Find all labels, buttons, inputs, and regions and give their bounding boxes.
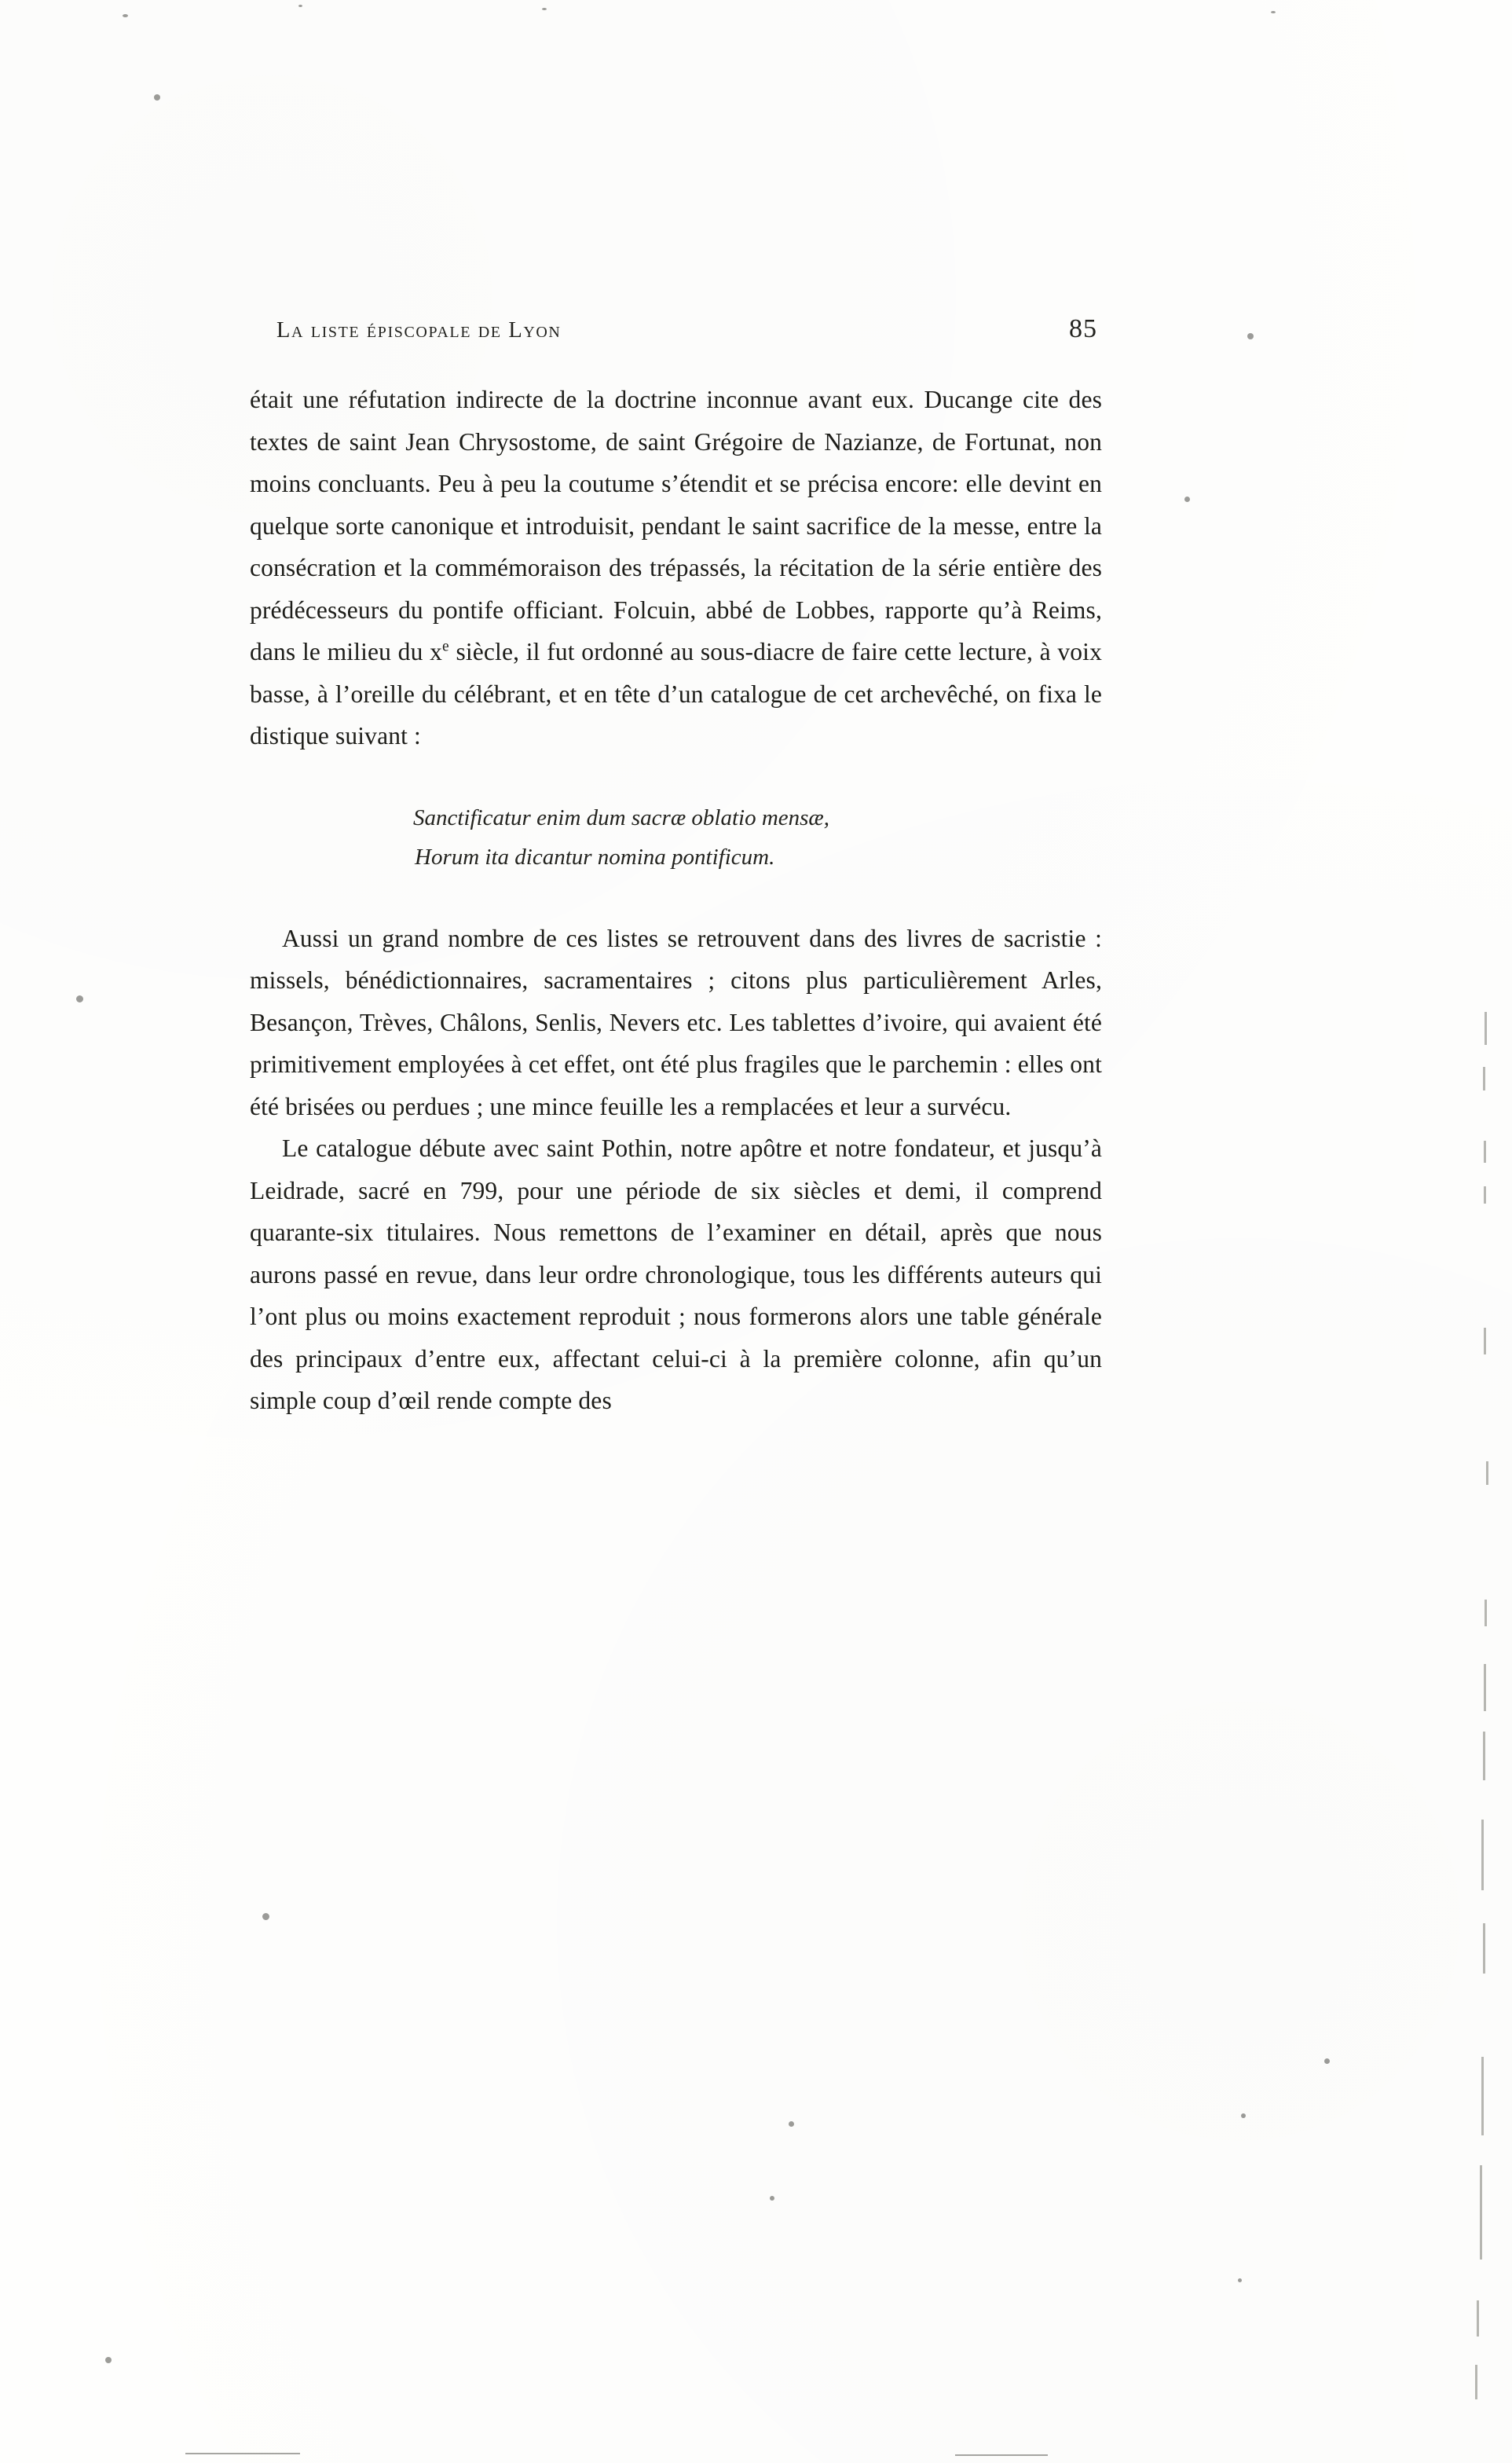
scan-speck [1271, 11, 1276, 13]
scan-speck [770, 2196, 774, 2201]
latin-verse-quotation [250, 798, 1102, 877]
scan-speck [542, 8, 547, 10]
edge-scan-mark [1483, 1923, 1485, 1974]
scan-speck [1238, 2278, 1242, 2282]
verse-line-2: Horum ita dicantur nomina pontificum. [415, 844, 775, 870]
bottom-edge-rule [185, 2453, 300, 2454]
scan-speck [123, 14, 128, 17]
scan-speck [105, 2357, 112, 2363]
edge-scan-mark [1480, 2165, 1482, 2260]
paragraph-aussi: Aussi un grand nombre de ces listes se retrouvent dans des livres de sacristie : missels, bénédictionnaires, sacramentaires ; citons plus particulièrement Arles, Besançon, Trèves, Châlons, Senlis, Nevers etc. Les tablettes d’ivoire, qui avaient été primitivement employées à cet effet, ont été plus fragiles que le parchemin : elles ont été brisées ou perdues ; une mince feuille les a remplacées et leur a survécu. [250, 924, 1102, 1120]
edge-scan-mark [1483, 1732, 1485, 1780]
scan-speck [262, 1913, 269, 1920]
verse-line-1: Sanctificatur enim dum sacræ oblatio mensæ, [413, 805, 830, 830]
bottom-edge-rule [955, 2454, 1048, 2456]
edge-scan-mark [1481, 1820, 1484, 1890]
edge-scan-mark [1485, 1600, 1487, 1626]
paragraph-continued [250, 379, 1102, 757]
paragraph-continued-tail: siècle, il fut ordonné au sous-diacre de faire cette lecture, à voix basse, à l’oreille du célébrant, et en tête d’un catalogue de cet archevêché, on fixa le distique suivant : [250, 638, 1102, 750]
scan-speck [1241, 2113, 1246, 2118]
page-text-block [250, 314, 1102, 1422]
ordinal-superscript: e [442, 638, 449, 655]
running-head-title: La liste épiscopale de Lyon [276, 318, 562, 343]
page-number: 85 [1069, 314, 1097, 343]
running-head [250, 314, 1102, 344]
edge-scan-mark [1481, 2057, 1484, 2135]
paragraph-continued-text: était une réfutation indirecte de la doctrine inconnue avant eux. Ducange cite des textes de saint Jean Chrysostome, de saint Grégoire de Nazianze, de Fortunat, non moins concluants. Peu à peu la coutume s’étendit et se précisa encore: elle devint en quelque sorte canonique et introduisit, pendant le saint sacrifice de la messe, entre la consécration et la commémoraison des trépassés, la récitation de la série entière des prédécesseurs du pontife officiant. Folcuin, abbé de Lobbes, rapporte qu’à Reims, dans le milieu du x [250, 386, 1102, 665]
edge-scan-mark [1484, 1328, 1486, 1354]
edge-scan-mark [1486, 1461, 1488, 1485]
scan-speck [154, 94, 160, 101]
edge-scan-mark [1484, 1664, 1486, 1711]
scan-speck [298, 5, 302, 7]
edge-scan-mark [1485, 1012, 1487, 1045]
scan-speck [76, 995, 83, 1002]
scan-speck [789, 2121, 794, 2127]
scan-speck [1184, 497, 1190, 502]
edge-scan-mark [1477, 2300, 1479, 2337]
edge-scan-mark [1483, 1067, 1485, 1090]
scan-speck [1247, 333, 1254, 339]
edge-scan-mark [1484, 1186, 1486, 1204]
paragraph-catalogue: Le catalogue débute avec saint Pothin, notre apôtre et notre fondateur, et jusqu’à Leidrade, sacré en 799, pour une période de six siècles et demi, il comprend quarante-six titulaires. Nous remettons de l’examiner en détail, après que nous aurons passé en revue, dans leur ordre chronologique, tous les différents auteurs qui l’ont plus ou moins exactement reproduit ; nous formerons alors une table générale des principaux d’entre eux, affectant celui-ci à la première colonne, afin qu’un simple coup d’œil rende compte des [250, 1134, 1102, 1414]
scan-speck [1324, 2058, 1330, 2064]
edge-scan-mark [1475, 2365, 1477, 2399]
edge-scan-mark [1484, 1141, 1486, 1163]
